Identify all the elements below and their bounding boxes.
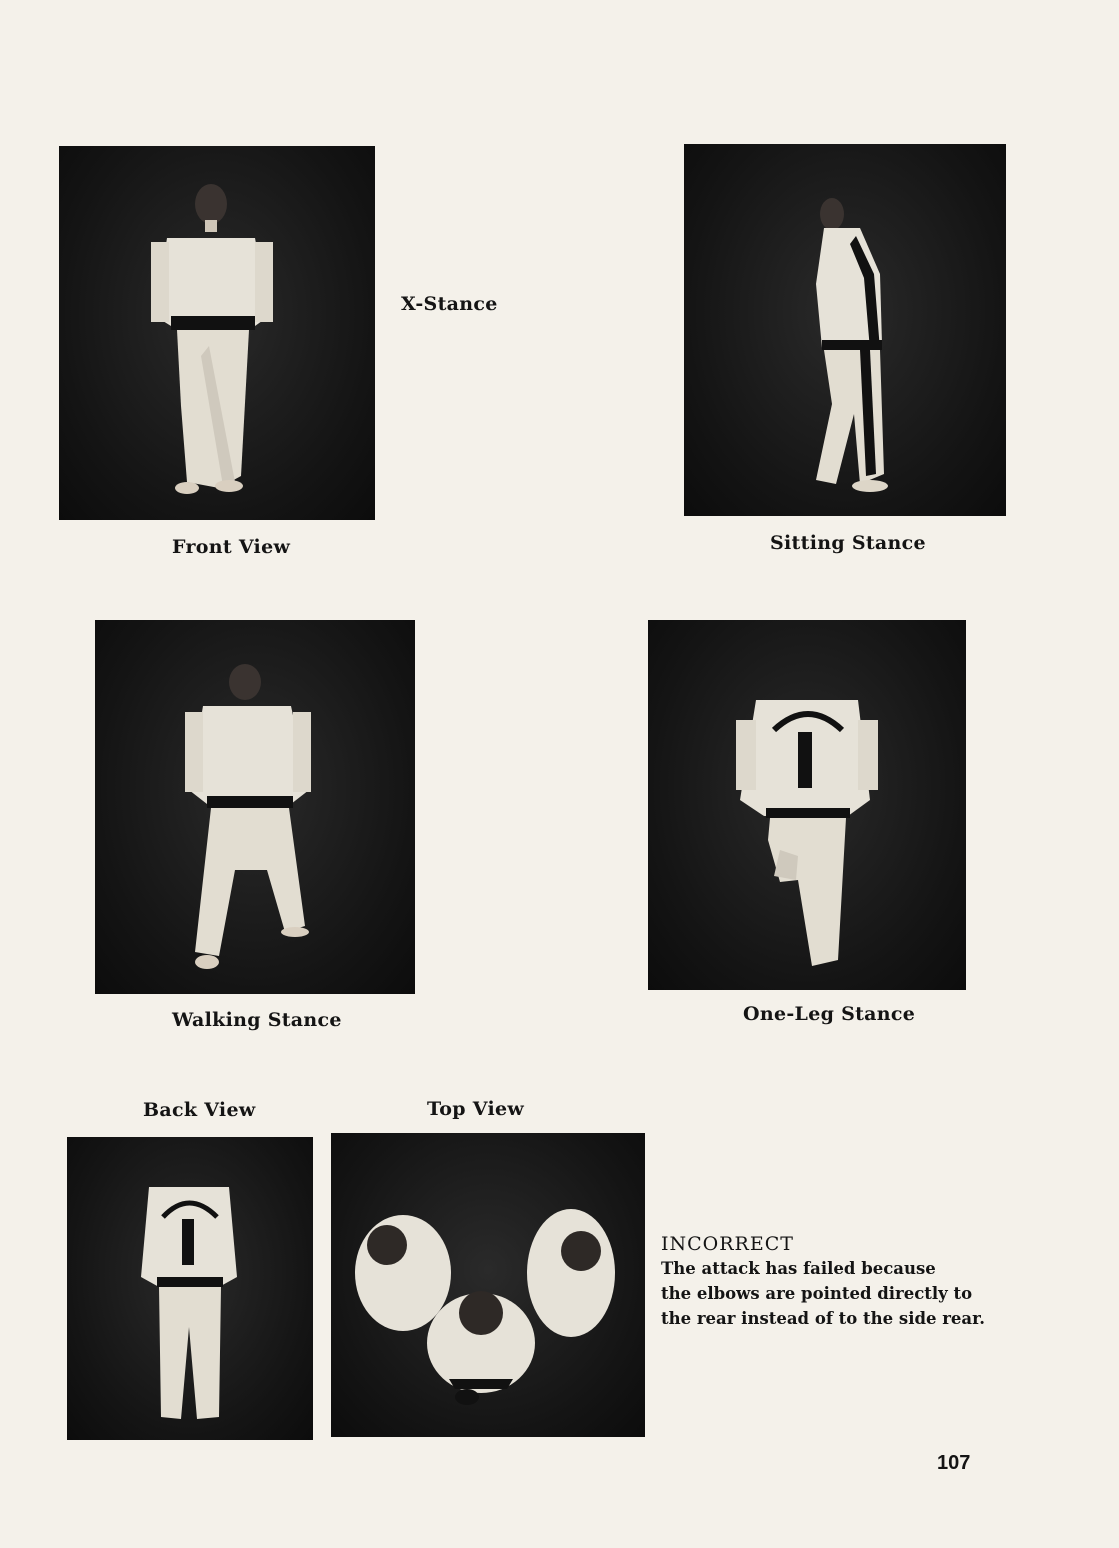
figures-top-view xyxy=(331,1133,645,1437)
incorrect-heading: INCORRECT xyxy=(661,1233,794,1255)
photo-one-leg-stance xyxy=(648,620,966,990)
caption-x-stance: X-Stance xyxy=(401,293,498,315)
caption-walking-stance: Walking Stance xyxy=(172,1009,342,1031)
caption-one-leg-stance: One-Leg Stance xyxy=(743,1003,916,1025)
figure-back-view xyxy=(67,1137,313,1440)
photo-x-stance-front-view xyxy=(59,146,375,520)
incorrect-note xyxy=(661,1232,1021,1331)
incorrect-line-3: the rear instead of to the side rear. xyxy=(661,1309,986,1328)
figure-front-view xyxy=(59,146,375,520)
caption-sitting-stance: Sitting Stance xyxy=(770,532,926,554)
incorrect-line-2: the elbows are pointed directly to xyxy=(661,1284,973,1303)
figure-one-leg-stance xyxy=(648,620,966,990)
caption-front-view: Front View xyxy=(172,536,291,558)
photo-back-view xyxy=(67,1137,313,1440)
photo-sitting-stance xyxy=(684,144,1006,516)
figure-walking-stance xyxy=(95,620,415,994)
photo-top-view xyxy=(331,1133,645,1437)
figure-sitting-stance xyxy=(684,144,1006,516)
caption-back-view: Back View xyxy=(143,1099,256,1121)
page-number: 107 xyxy=(937,1452,971,1474)
caption-top-view: Top View xyxy=(427,1098,525,1120)
incorrect-line-1: The attack has failed because xyxy=(661,1259,936,1278)
photo-walking-stance xyxy=(95,620,415,994)
